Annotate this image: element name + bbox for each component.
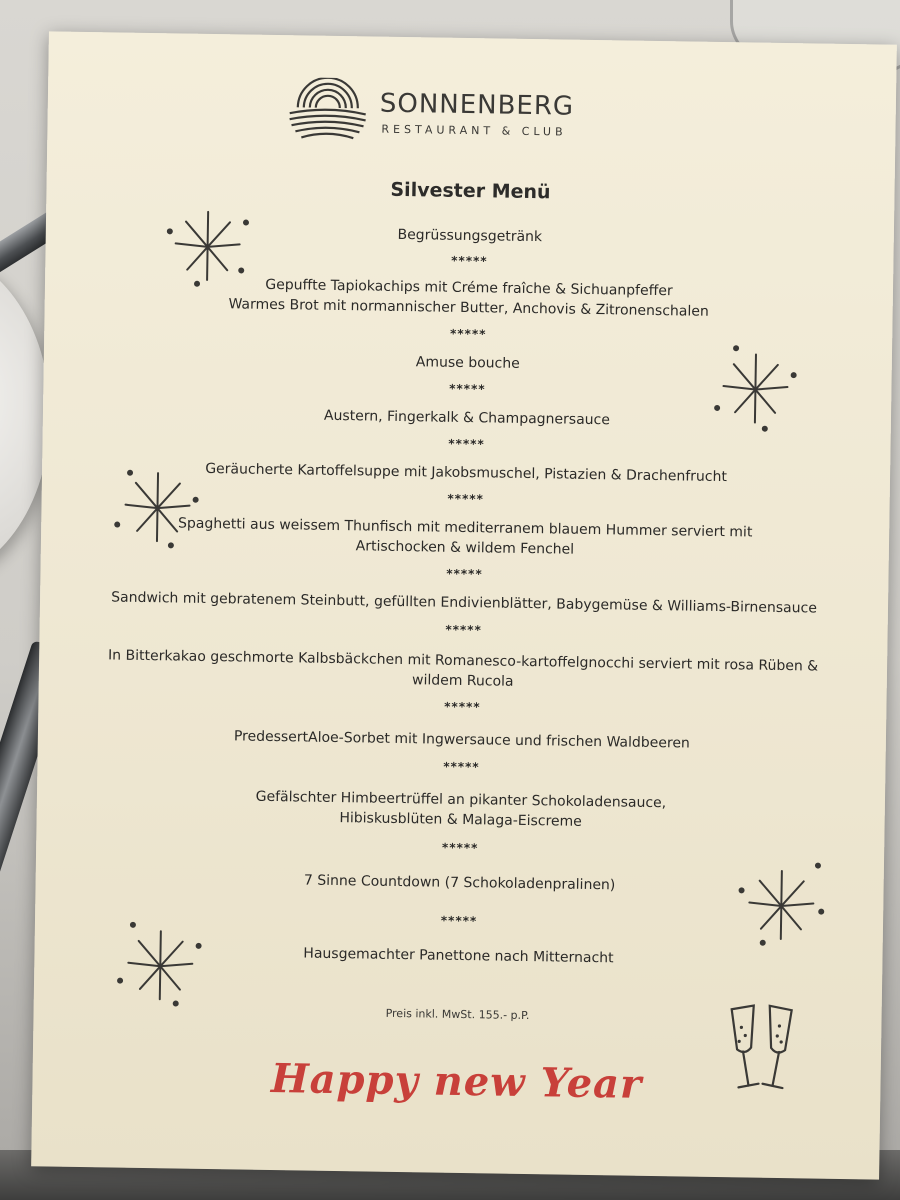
course-predessert: PredessertAloe-Sorbet mit Ingwersauce und frischen Waldbeeren bbox=[233, 728, 691, 752]
course-spaghetti: Spaghetti aus weissem Thunfisch mit mediterranem blauem Hummer serviert mit bbox=[177, 515, 753, 541]
champagne-glasses-icon bbox=[720, 997, 802, 1098]
logo-subtitle: RESTAURANT & CLUB bbox=[381, 122, 567, 139]
separator: ***** bbox=[449, 326, 487, 342]
separator: ***** bbox=[449, 381, 486, 397]
separator: ***** bbox=[443, 759, 480, 775]
course-panettone: Hausgemachter Panettone nach Mitternacht bbox=[303, 945, 614, 967]
menu-title: Silvester Menü bbox=[390, 178, 551, 204]
greeting: Happy new Year bbox=[270, 1055, 643, 1108]
firework-icon bbox=[107, 452, 209, 554]
course-bread: Warmes Brot mit normannischer Butter, Anchovis & Zitronenschalen bbox=[228, 296, 709, 320]
logo bbox=[285, 77, 606, 152]
firework-icon bbox=[731, 850, 833, 952]
firework-icon bbox=[157, 191, 259, 293]
course-welcome-drink: Begrüssungsgetränk bbox=[397, 226, 543, 246]
course-veal-cont: wildem Rucola bbox=[411, 672, 514, 690]
separator: ***** bbox=[446, 566, 483, 582]
separator: ***** bbox=[441, 840, 479, 856]
logo-name: SONNENBERG bbox=[379, 88, 575, 122]
course-soup: Geräucherte Kartoffelsuppe mit Jakobsmuschel, Pistazien & Drachenfrucht bbox=[205, 460, 728, 486]
price-note: Preis inkl. MwSt. 155.- p.P. bbox=[385, 1006, 530, 1023]
course-truffle: Gefälschter Himbeertrüffel an pikanter Schokoladensauce, bbox=[255, 788, 667, 812]
firework-icon bbox=[705, 334, 807, 436]
firework-icon bbox=[110, 910, 212, 1012]
separator: ***** bbox=[447, 491, 484, 507]
sonnenberg-logo-icon bbox=[285, 77, 370, 142]
separator: ***** bbox=[445, 622, 482, 638]
separator: ***** bbox=[444, 699, 481, 715]
menu-content bbox=[31, 31, 897, 1179]
course-oysters: Austern, Fingerkalk & Champagnersauce bbox=[323, 407, 611, 429]
course-countdown: 7 Sinne Countdown (7 Schokoladenpralinen) bbox=[303, 872, 616, 894]
course-veal: In Bitterkakao geschmorte Kalbsbäckchen mit Romanesco-kartoffelgnocchi serviert mit rosa Rüben & bbox=[107, 647, 819, 675]
course-turbot: Sandwich mit gebratenem Steinbutt, gefüllten Endivienblätter, Babygemüse & Williams-Birnensauce bbox=[111, 589, 818, 617]
separator: ***** bbox=[451, 253, 488, 269]
course-spaghetti-cont: Artischocken & wildem Fenchel bbox=[355, 538, 575, 558]
course-truffle-cont: Hibiskusblüten & Malaga-Eiscreme bbox=[339, 810, 582, 830]
separator: ***** bbox=[440, 913, 478, 929]
course-tapioca: Gepuffte Tapiokachips mit Créme fraîche & Sichuanpfeffer bbox=[265, 276, 673, 300]
menu-card bbox=[31, 31, 897, 1179]
course-amuse-bouche: Amuse bouche bbox=[415, 354, 520, 372]
separator: ***** bbox=[448, 436, 485, 452]
